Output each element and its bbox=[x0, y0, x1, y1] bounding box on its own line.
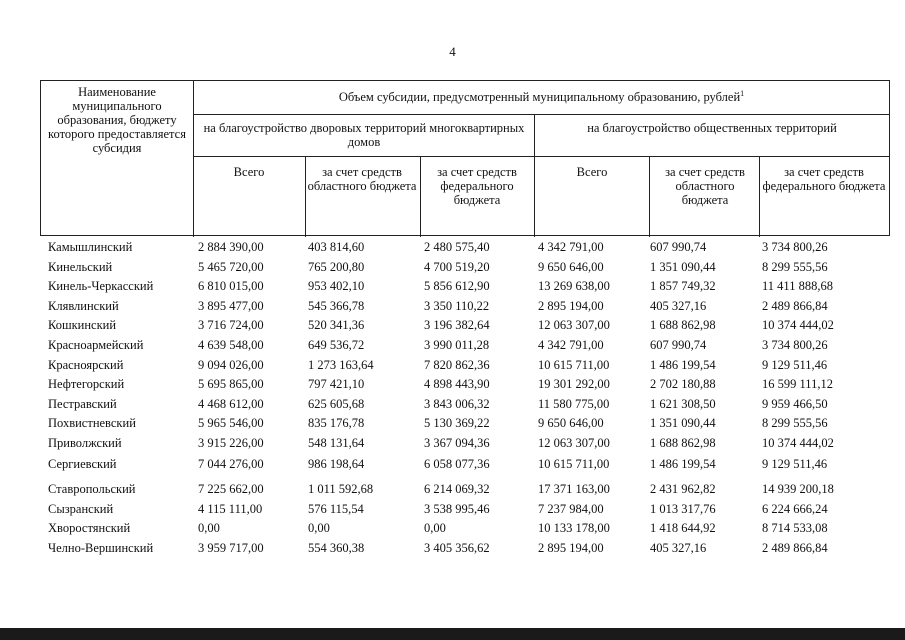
federal-obsh: 9 129 511,46 bbox=[762, 457, 828, 471]
divider bbox=[759, 157, 760, 237]
divider bbox=[193, 81, 194, 237]
federal-dvor: 3 367 094,36 bbox=[424, 436, 490, 450]
total-obsh: 2 895 194,00 bbox=[538, 298, 604, 313]
table-row bbox=[40, 258, 890, 276]
regional-dvor: 0,00 bbox=[308, 521, 330, 536]
municipality-name: Пестравский bbox=[48, 396, 117, 411]
federal-dvor: 5 130 369,22 bbox=[424, 416, 490, 431]
total-dvor: 5 695 865,00 bbox=[198, 377, 264, 392]
regional-obsh: 1 621 308,50 bbox=[650, 396, 716, 411]
total-obsh: 4 342 791,00 bbox=[538, 338, 604, 352]
federal-obsh: 8 299 555,56 bbox=[762, 259, 828, 274]
divider bbox=[193, 156, 890, 157]
table-row bbox=[40, 277, 890, 295]
header-group-dvor: на благоустройство дворовых территорий многоквартирных домов bbox=[203, 121, 525, 149]
table-row bbox=[40, 455, 890, 473]
federal-obsh: 10 374 444,02 bbox=[762, 436, 834, 450]
federal-obsh: 11 411 888,68 bbox=[762, 279, 833, 294]
federal-obsh: 16 599 111,12 bbox=[762, 377, 833, 392]
municipality-name: Челно-Вершинский bbox=[48, 540, 154, 555]
regional-dvor: 953 402,10 bbox=[308, 279, 365, 294]
federal-dvor: 0,00 bbox=[424, 521, 446, 536]
regional-obsh: 1 486 199,54 bbox=[650, 457, 716, 471]
regional-obsh: 1 857 749,32 bbox=[650, 279, 716, 294]
regional-dvor: 765 200,80 bbox=[308, 259, 365, 274]
table-row bbox=[40, 375, 890, 393]
total-dvor: 7 044 276,00 bbox=[198, 457, 264, 471]
federal-dvor: 3 990 011,28 bbox=[424, 338, 490, 352]
regional-obsh: 1 688 862,98 bbox=[650, 436, 716, 450]
table-row bbox=[40, 500, 890, 518]
federal-dvor: 4 898 443,90 bbox=[424, 377, 490, 392]
header-volume: Объем субсидии, предусмотренный муниципальному образованию, рублей$^1$ bbox=[338, 89, 745, 105]
total-obsh: 13 269 638,00 bbox=[538, 279, 610, 294]
municipality-name: Кошкинский bbox=[48, 318, 117, 333]
table-header bbox=[40, 80, 890, 236]
table-row bbox=[40, 414, 890, 432]
page-number: 4 bbox=[449, 44, 456, 59]
federal-dvor: 4 700 519,20 bbox=[424, 259, 490, 274]
divider bbox=[420, 157, 421, 237]
table-row bbox=[40, 356, 890, 374]
federal-dvor: 6 058 077,36 bbox=[424, 457, 490, 471]
table-row bbox=[40, 519, 890, 537]
total-dvor: 7 225 662,00 bbox=[198, 482, 264, 496]
municipality-name: Хворостянский bbox=[48, 521, 131, 536]
federal-dvor: 5 856 612,90 bbox=[424, 279, 490, 294]
municipality-name: Ставропольский bbox=[48, 482, 136, 496]
total-obsh: 10 615 711,00 bbox=[538, 357, 610, 372]
total-obsh: 4 342 791,00 bbox=[538, 240, 604, 254]
total-dvor: 9 094 026,00 bbox=[198, 357, 264, 372]
total-obsh: 19 301 292,00 bbox=[538, 377, 610, 392]
header-group-obsh: на благоустройство общественных территорий bbox=[587, 121, 837, 135]
regional-obsh: 1 688 862,98 bbox=[650, 318, 716, 333]
municipality-name: Кинель-Черкасский bbox=[48, 279, 154, 294]
regional-dvor: 403 814,60 bbox=[308, 240, 365, 254]
municipality-name: Нефтегорский bbox=[48, 377, 125, 392]
total-obsh: 12 063 307,00 bbox=[538, 318, 610, 333]
header-name-column: Наименование муниципального образования, бюджету которого предоставляется субсидия bbox=[48, 85, 186, 155]
regional-dvor: 545 366,78 bbox=[308, 298, 365, 313]
total-dvor: 5 465 720,00 bbox=[198, 259, 264, 274]
regional-dvor: 986 198,64 bbox=[308, 457, 365, 471]
municipality-name: Приволжский bbox=[48, 436, 122, 450]
municipality-name: Клявлинский bbox=[48, 298, 119, 313]
table-row bbox=[40, 316, 890, 334]
regional-obsh: 1 351 090,44 bbox=[650, 416, 716, 431]
municipality-name: Красноармейский bbox=[48, 338, 144, 352]
total-dvor: 2 884 390,00 bbox=[198, 240, 264, 254]
federal-obsh: 10 374 444,02 bbox=[762, 318, 834, 333]
municipality-name: Похвистневский bbox=[48, 416, 136, 431]
total-obsh: 2 895 194,00 bbox=[538, 540, 604, 555]
regional-obsh: 1 351 090,44 bbox=[650, 259, 716, 274]
total-obsh: 10 615 711,00 bbox=[538, 457, 610, 471]
federal-obsh: 2 489 866,84 bbox=[762, 540, 828, 555]
municipality-name: Камышлинский bbox=[48, 240, 133, 254]
table-row bbox=[40, 297, 890, 315]
header-total: Всего bbox=[233, 165, 265, 179]
table-row bbox=[40, 336, 890, 354]
total-dvor: 3 895 477,00 bbox=[198, 298, 264, 313]
federal-obsh: 9 129 511,46 bbox=[762, 357, 828, 372]
total-dvor: 4 115 111,00 bbox=[198, 501, 263, 516]
total-dvor: 4 639 548,00 bbox=[198, 338, 264, 352]
federal-dvor: 3 843 006,32 bbox=[424, 396, 490, 411]
total-dvor: 3 716 724,00 bbox=[198, 318, 264, 333]
total-dvor: 3 915 226,00 bbox=[198, 436, 264, 450]
regional-obsh: 1 013 317,76 bbox=[650, 501, 716, 516]
regional-dvor: 835 176,78 bbox=[308, 416, 365, 431]
regional-dvor: 554 360,38 bbox=[308, 540, 365, 555]
federal-dvor: 3 538 995,46 bbox=[424, 501, 490, 516]
total-obsh: 17 371 163,00 bbox=[538, 482, 610, 496]
divider bbox=[534, 115, 535, 237]
header-regional: за счет средств областного бюджета bbox=[307, 165, 417, 193]
federal-obsh: 3 734 800,26 bbox=[762, 338, 828, 352]
federal-obsh: 3 734 800,26 bbox=[762, 240, 828, 254]
federal-dvor: 3 196 382,64 bbox=[424, 318, 490, 333]
total-obsh: 9 650 646,00 bbox=[538, 259, 604, 274]
divider bbox=[649, 157, 650, 237]
table-row bbox=[40, 539, 890, 557]
municipality-name: Красноярский bbox=[48, 357, 124, 372]
table-row bbox=[40, 395, 890, 413]
total-obsh: 10 133 178,00 bbox=[538, 521, 610, 536]
total-obsh: 11 580 775,00 bbox=[538, 396, 610, 411]
regional-dvor: 625 605,68 bbox=[308, 396, 365, 411]
regional-obsh: 607 990,74 bbox=[650, 240, 707, 254]
total-obsh: 12 063 307,00 bbox=[538, 436, 610, 450]
header-federal: за счет средств федерального бюджета bbox=[437, 165, 517, 207]
federal-obsh: 8 299 555,56 bbox=[762, 416, 828, 431]
regional-obsh: 2 702 180,88 bbox=[650, 377, 716, 392]
regional-obsh: 1 418 644,92 bbox=[650, 521, 716, 536]
divider bbox=[193, 114, 890, 115]
federal-dvor: 3 405 356,62 bbox=[424, 540, 490, 555]
federal-dvor: 3 350 110,22 bbox=[424, 298, 490, 313]
total-dvor: 3 959 717,00 bbox=[198, 540, 264, 555]
regional-dvor: 1 273 163,64 bbox=[308, 357, 374, 372]
table-row bbox=[40, 434, 890, 452]
federal-obsh: 8 714 533,08 bbox=[762, 521, 828, 536]
regional-dvor: 1 011 592,68 bbox=[308, 482, 374, 496]
federal-obsh: 2 489 866,84 bbox=[762, 298, 828, 313]
federal-obsh: 14 939 200,18 bbox=[762, 482, 834, 496]
regional-obsh: 405 327,16 bbox=[650, 298, 707, 313]
regional-obsh: 2 431 962,82 bbox=[650, 482, 716, 496]
regional-dvor: 520 341,36 bbox=[308, 318, 365, 333]
header-regional-2: за счет средств областного бюджета bbox=[665, 165, 745, 207]
regional-obsh: 405 327,16 bbox=[650, 540, 707, 555]
table-row bbox=[40, 480, 890, 498]
regional-dvor: 649 536,72 bbox=[308, 338, 365, 352]
scan-edge-bar bbox=[0, 628, 905, 640]
total-dvor: 0,00 bbox=[198, 521, 220, 536]
regional-obsh: 607 990,74 bbox=[650, 338, 707, 352]
total-dvor: 6 810 015,00 bbox=[198, 279, 264, 294]
total-dvor: 5 965 546,00 bbox=[198, 416, 264, 431]
federal-dvor: 2 480 575,40 bbox=[424, 240, 490, 254]
municipality-name: Сызранский bbox=[48, 501, 114, 516]
footnote-marker: 1 bbox=[740, 89, 745, 98]
municipality-name: Сергиевский bbox=[48, 457, 117, 471]
regional-dvor: 576 115,54 bbox=[308, 501, 364, 516]
header-total-2: Всего bbox=[576, 165, 608, 179]
header-federal-2: за счет средств федерального бюджета bbox=[762, 165, 886, 193]
regional-dvor: 797 421,10 bbox=[308, 377, 365, 392]
federal-obsh: 6 224 666,24 bbox=[762, 501, 828, 516]
divider bbox=[305, 157, 306, 237]
regional-obsh: 1 486 199,54 bbox=[650, 357, 716, 372]
total-dvor: 4 468 612,00 bbox=[198, 396, 264, 411]
federal-obsh: 9 959 466,50 bbox=[762, 396, 828, 411]
total-obsh: 9 650 646,00 bbox=[538, 416, 604, 431]
federal-dvor: 7 820 862,36 bbox=[424, 357, 490, 372]
total-obsh: 7 237 984,00 bbox=[538, 501, 604, 516]
municipality-name: Кинельский bbox=[48, 259, 113, 274]
federal-dvor: 6 214 069,32 bbox=[424, 482, 490, 496]
table-row bbox=[40, 238, 890, 256]
regional-dvor: 548 131,64 bbox=[308, 436, 365, 450]
